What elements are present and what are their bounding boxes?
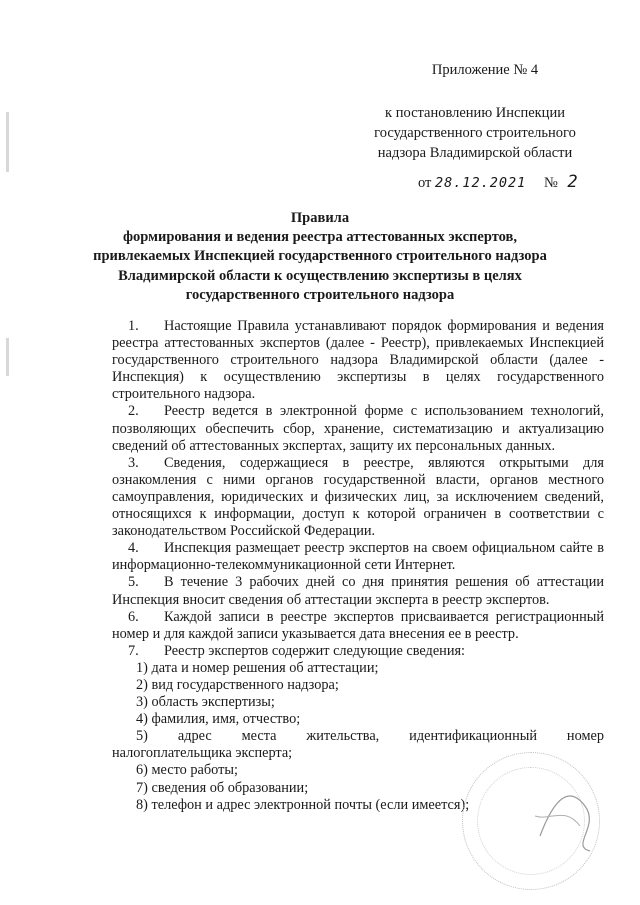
- scan-edge-mark: [6, 112, 9, 172]
- resolution-line: надзора Владимирской области: [377, 145, 573, 161]
- title-heading: Правила: [290, 210, 350, 226]
- paragraph-4: 4. Инспекция размещает реестр экспертов на своем официальном сайте в информационно-телекоммуникационной сети Интернет.: [112, 540, 604, 574]
- list-item: 3) область экспертизы;: [136, 694, 275, 711]
- paragraph-3: 3. Сведения, содержащиеся в реестре, являются открытыми для ознакомления с ними органов государственной власти, органов местного самоуправления, юридических и физических лиц, за исключением сведений, относящихся к информации, доступ к которой ограничен в соответствии с законодательством Российской Федерации.: [112, 454, 604, 540]
- list-item: 1) дата и номер решения об аттестации;: [136, 659, 379, 676]
- scan-edge-mark: [6, 338, 9, 376]
- paragraph-1: 1. Настоящие Правила устанавливают порядок формирования и ведения реестра аттестованных экспертов (далее - Реестр), привлекаемых Инспекцией государственного строительного надзора Владимирской области (далее - Инспекция) к осуществлению экспертизы в целях государственного строительного надзора.: [112, 318, 604, 403]
- number-prefix: №: [543, 175, 558, 191]
- paragraph-6: 6. Каждой записи в реестре экспертов присваивается регистрационный номер и для каждой записи указывается дата внесения ее в реестр.: [112, 608, 604, 642]
- paragraph-5: 5. В течение 3 рабочих дней со дня принятия решения об аттестации Инспекция вносит сведения об аттестации эксперта в реестр экспертов.: [112, 574, 604, 608]
- resolution-line: государственного строительного: [374, 125, 576, 141]
- resolution-date-line: [418, 172, 579, 193]
- date-prefix: от: [418, 175, 432, 191]
- appendix-label: Приложение № 4: [431, 62, 539, 78]
- resolution-line: к постановлению Инспекции: [385, 105, 565, 121]
- list-item: 4) фамилия, имя, отчество;: [136, 711, 301, 728]
- list-item-5-continuation: налогоплательщика эксперта;: [112, 745, 293, 762]
- list-item: 2) вид государственного надзора;: [136, 676, 339, 693]
- list-item: 6) место работы;: [136, 762, 238, 779]
- document-title: [80, 209, 560, 305]
- title-subtitle: формирования и ведения реестра аттестованных экспертов, привлекаемых Инспекцией государственного строительного надзора Владимирской области к осуществлению экспертизы в целях государственного строительного надзора: [93, 229, 547, 303]
- resolution-reference: [350, 103, 600, 163]
- list-item: 7) сведения об образовании;: [136, 779, 309, 796]
- paragraph-7: 7. Реестр экспертов содержит следующие сведения:: [128, 642, 466, 659]
- list-item-5: 5) адрес места жительства, идентификационный номер: [136, 728, 604, 745]
- document-body: [112, 318, 604, 814]
- list-item: 8) телефон и адрес электронной почты (если имеется);: [136, 796, 470, 813]
- handwritten-date: 28.12.2021: [435, 175, 527, 191]
- paragraph-2: 2. Реестр ведется в электронной форме с использованием технологий, позволяющих обеспечить сбор, хранение, систематизацию и актуализацию сведений об аттестованных экспертах, защиту их персональных данных.: [112, 403, 604, 454]
- signature-mark: [530, 776, 600, 856]
- handwritten-number: 2: [567, 172, 579, 192]
